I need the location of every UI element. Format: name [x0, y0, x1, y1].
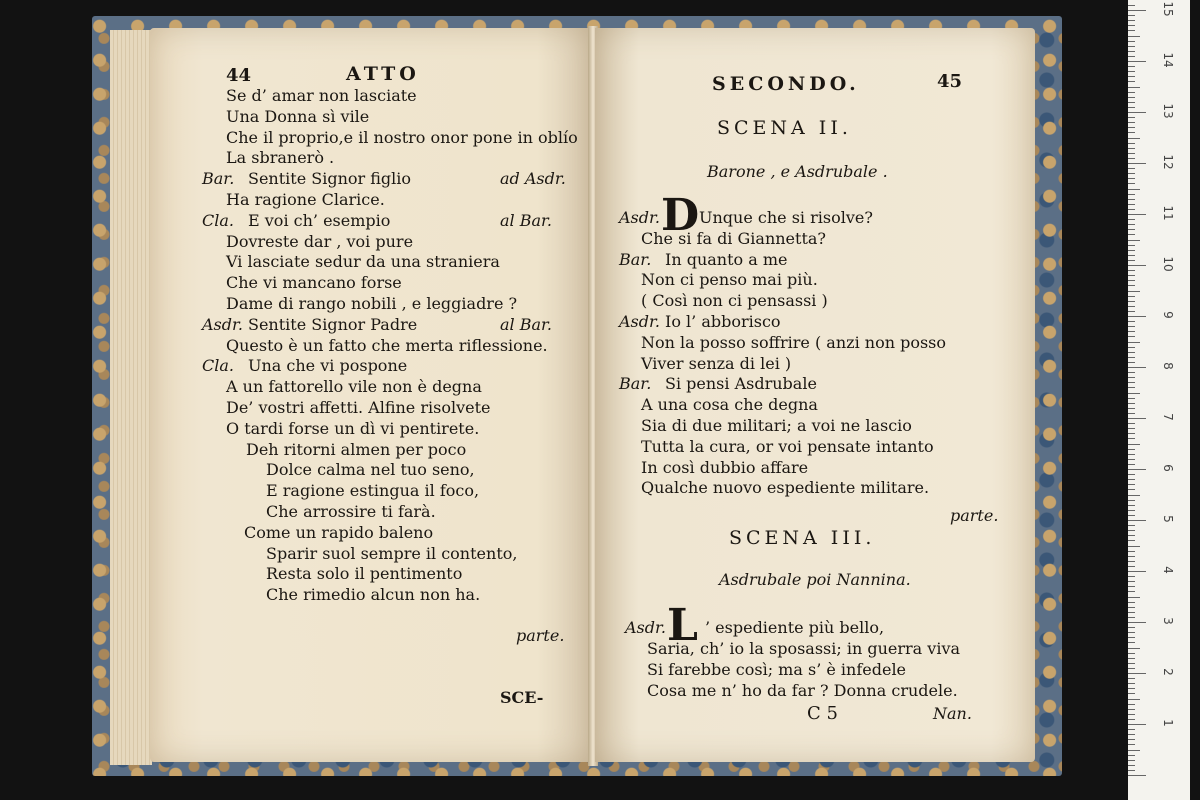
verse-line: Una che vi pospone	[248, 356, 408, 376]
verse-line: ’ espediente più bello,	[705, 618, 885, 637]
scene-title: SCENA III.	[729, 527, 876, 549]
ruler-label: 10	[1161, 256, 1175, 272]
verse-line: Non ci penso mai più.	[641, 270, 818, 290]
scene-cast: Asdrubale poi Nannina.	[719, 570, 911, 589]
verse-line: Viver senza di lei )	[641, 353, 792, 373]
stage-direction: al Bar.	[500, 210, 553, 230]
signature-mark: C 5	[807, 703, 838, 724]
ruler-label: 11	[1161, 205, 1175, 221]
ruler-label: 7	[1161, 413, 1175, 421]
verse-line: In così dubbio affare	[641, 457, 809, 477]
verse-line: Si pensi Asdrubale	[665, 374, 817, 394]
ruler-label: 4	[1161, 566, 1175, 574]
verse-line: Io l’ abborisco	[665, 312, 781, 331]
left-page	[150, 28, 590, 762]
verse-line: La sbranerò .	[226, 148, 335, 168]
ruler-label: 12	[1161, 154, 1175, 170]
speaker-abbrev: Bar.	[202, 169, 235, 189]
ruler-label: 8	[1161, 362, 1175, 370]
verse-line: Unque che si risolve?	[699, 208, 873, 227]
page-number: 45	[937, 71, 963, 92]
verse-line: Che rimedio alcun non ha.	[266, 585, 481, 605]
verse-line: Dovreste dar , voi pure	[226, 231, 414, 251]
ruler-label: 15	[1161, 1, 1175, 17]
verse-line: E ragione estingua il foco,	[266, 481, 480, 501]
catchword: Nan.	[933, 704, 972, 723]
drop-cap: D	[661, 190, 700, 241]
ruler-label: 2	[1161, 668, 1175, 676]
verse-line: Deh ritorni almen per poco	[246, 439, 467, 459]
verse-line: Dolce calma nel tuo seno,	[266, 460, 475, 480]
catchword: SCE-	[500, 688, 544, 707]
verse-line: Se d’ amar non lasciate	[226, 86, 417, 105]
verse-line: Cosa me n’ ho da far ? Donna crudele.	[647, 681, 958, 700]
drop-cap: L	[667, 600, 698, 651]
stage-direction: al Bar.	[500, 314, 553, 334]
verse-line: A una cosa che degna	[641, 395, 818, 415]
verse-line: Una Donna sì vile	[226, 106, 370, 126]
verse-line: Resta solo il pentimento	[266, 564, 463, 584]
right-page	[595, 28, 1035, 762]
ruler-label: 6	[1161, 464, 1175, 472]
ruler-label: 13	[1161, 103, 1175, 119]
verse-line: Si farebbe così; ma s’ è infedele	[647, 660, 907, 679]
verse-line: Questo è un fatto che merta riflessione.	[226, 335, 548, 355]
running-header: ATTO	[346, 63, 420, 85]
stage-direction: ad Asdr.	[500, 169, 566, 189]
verse-line: Come un rapido baleno	[244, 522, 434, 542]
verse-line: De’ vostri affetti. Alfine risolvete	[226, 398, 491, 417]
verse-line: Tutta la cura, or voi pensate intanto	[641, 436, 934, 456]
speaker-abbrev: Asdr.	[625, 618, 666, 637]
speaker-abbrev: Asdr.	[619, 208, 660, 227]
measurement-ruler	[1128, 0, 1190, 800]
verse-line: Che vi mancano forse	[226, 273, 402, 293]
ruler-label: 9	[1161, 311, 1175, 319]
verse-line: Qualche nuovo espediente militare.	[641, 478, 930, 498]
speaker-abbrev: Asdr.	[202, 314, 243, 334]
verse-line: Che arrossire ti farà.	[266, 502, 436, 521]
verse-line: E voi ch’ esempio	[248, 210, 391, 230]
verse-line: Sentite Signor Padre	[248, 314, 418, 334]
verse-line: A un fattorello vile non è degna	[226, 377, 482, 397]
verse-line: ( Così non ci pensassi )	[641, 291, 828, 311]
verse-line: In quanto a me	[665, 249, 788, 269]
ruler-label: 3	[1161, 617, 1175, 625]
verse-line: Dame di rango nobili , e leggiadre ?	[226, 294, 518, 313]
page-number: 44	[226, 65, 252, 86]
stage-direction-exit: parte.	[950, 506, 999, 525]
page-edges	[110, 30, 152, 765]
verse-line: Che si fa di Giannetta?	[641, 228, 826, 248]
speaker-abbrev: Asdr.	[619, 312, 660, 331]
verse-line: O tardi forse un dì vi pentirete.	[226, 418, 480, 438]
ruler-label: 14	[1161, 52, 1175, 68]
verse-line: Ha ragione Clarice.	[226, 190, 385, 209]
verse-line: Vi lasciate sedur da una straniera	[226, 252, 500, 272]
scene-cast: Barone , e Asdrubale .	[707, 162, 888, 181]
verse-line: Sparir suol sempre il contento,	[266, 543, 518, 563]
stage-direction-exit: parte.	[516, 626, 565, 645]
running-header: SECONDO.	[712, 73, 860, 95]
speaker-abbrev: Cla.	[202, 210, 234, 230]
verse-line: Non la posso soffrire ( anzi non posso	[641, 332, 947, 352]
verse-line: Saria, ch’ io la sposassi; in guerra viva	[647, 639, 961, 658]
scene-title: SCENA II.	[717, 117, 852, 139]
verse-line: Sentite Signor figlio	[248, 169, 412, 189]
speaker-abbrev: Cla.	[202, 356, 234, 376]
speaker-abbrev: Bar.	[619, 374, 652, 394]
ruler-label: 5	[1161, 515, 1175, 523]
verse-line: Sia di due militari; a voi ne lascio	[641, 416, 912, 435]
verse-line: Che il proprio,e il nostro onor pone in oblío	[226, 127, 578, 147]
ruler-label: 1	[1161, 719, 1175, 727]
speaker-abbrev: Bar.	[619, 249, 652, 269]
